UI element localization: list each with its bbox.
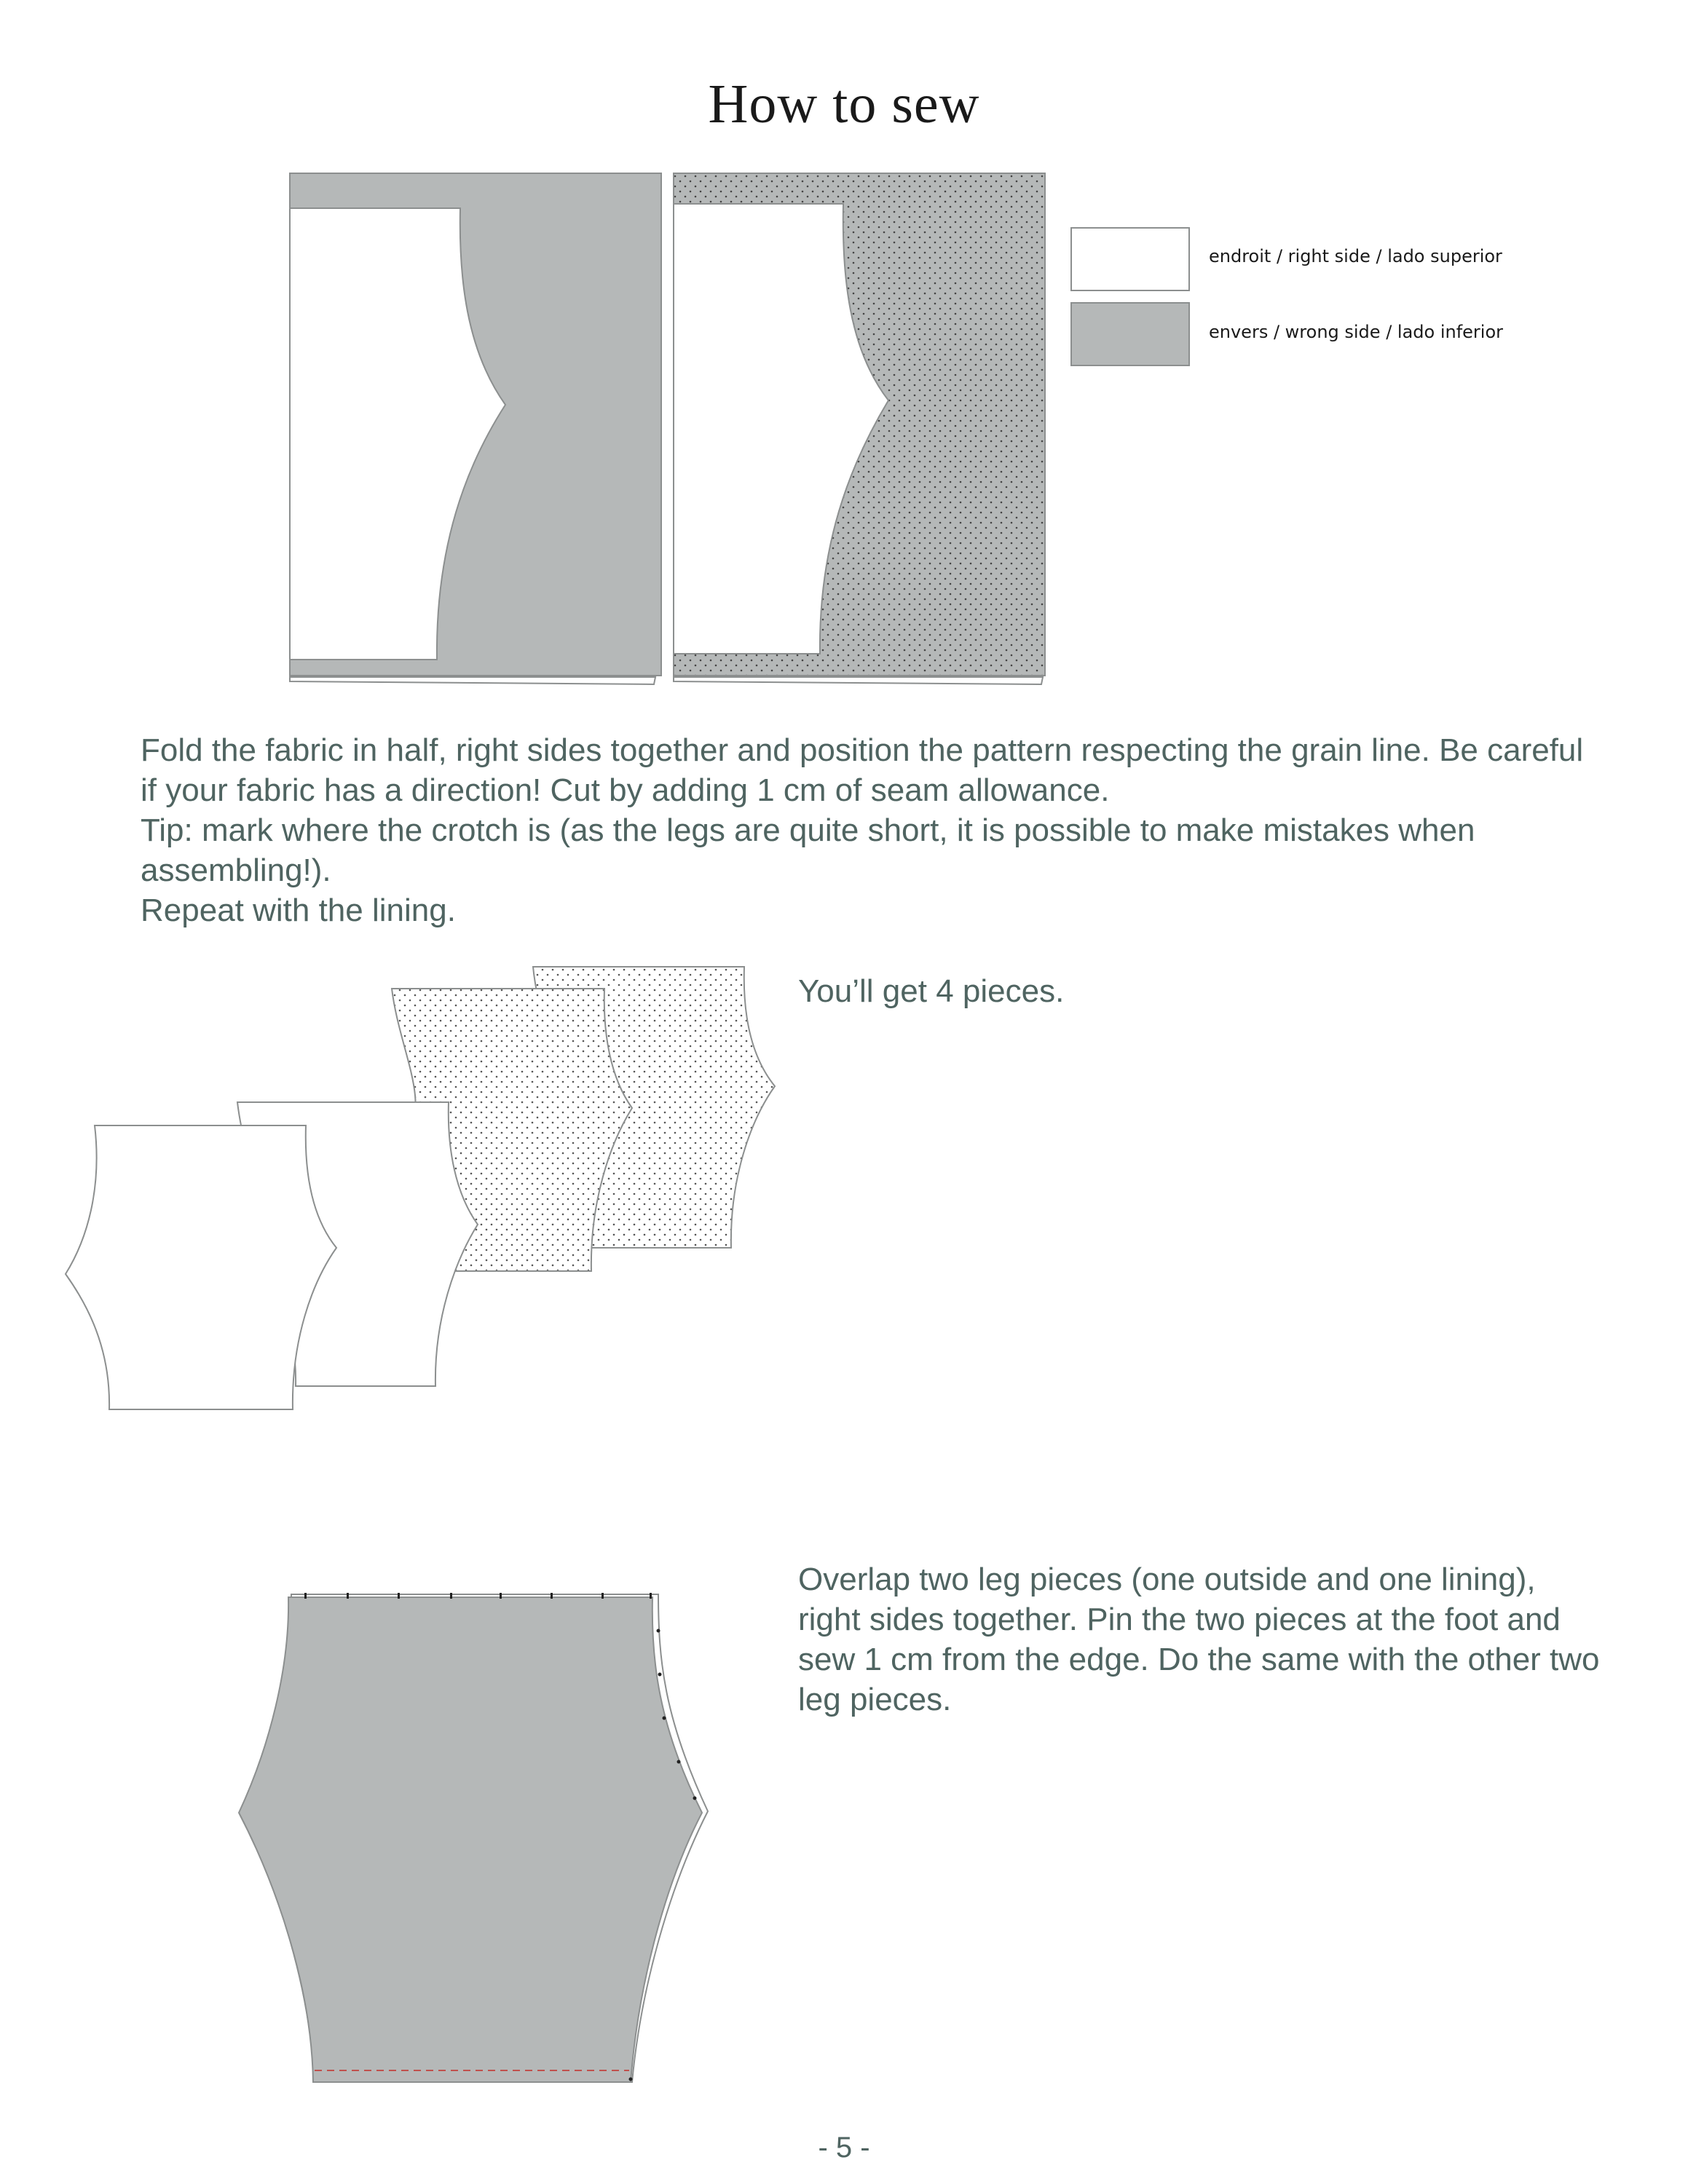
fabric-plain-layout: [290, 173, 661, 684]
fabric-dotted-layout: [674, 173, 1045, 684]
legend-label-right-side: endroit / right side / lado superior: [1209, 246, 1502, 266]
four-pieces-illustration: [0, 946, 801, 1420]
sewn-leg-illustration: [218, 1580, 728, 2133]
instruction-paragraph: Tip: mark where the crotch is (as the legs are quite short, it is possible to make mistakes when assembling!).: [141, 812, 1475, 888]
cut-instructions: [141, 730, 1597, 930]
sew-instructions: Overlap two leg pieces (one outside and one lining), right sides together. Pin the two pieces at the foot and sew 1 cm from the edge. Do the same with the other two leg pieces.: [798, 1562, 1600, 1717]
instruction-paragraph: Repeat with the lining.: [141, 893, 456, 928]
legend-label-wrong-side: envers / wrong side / lado inferior: [1209, 322, 1504, 342]
instruction-paragraph: Fold the fabric in half, right sides together and position the pattern respecting the grain line. Be careful if your fabric has a direction! Cut by adding 1 cm of seam allowance.: [141, 732, 1584, 808]
fabric-layout-illustration: [0, 0, 1688, 728]
pieces-note: You’ll get 4 pieces.: [798, 973, 1065, 1009]
legend-swatch-wrong-side: [1070, 302, 1190, 366]
page-number: - 5 -: [818, 2132, 870, 2164]
page-title: How to sew: [708, 74, 980, 135]
legend-swatch-right-side: [1070, 227, 1190, 291]
